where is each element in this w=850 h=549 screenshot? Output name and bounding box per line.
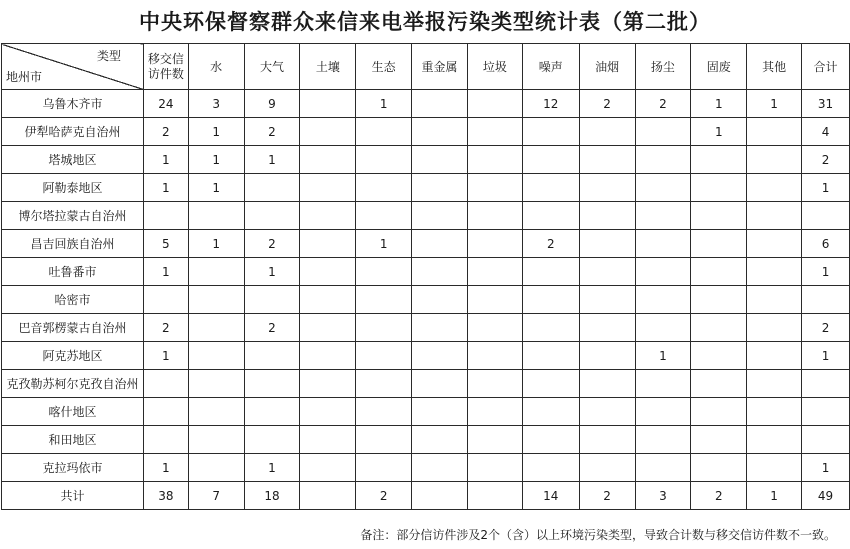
value-cell: 2 [691, 482, 747, 510]
value-cell [412, 426, 468, 454]
table-row [2, 342, 850, 370]
value-cell [468, 258, 523, 286]
value-cell [747, 398, 802, 426]
value-cell [522, 258, 579, 286]
value-cell: 1 [143, 146, 188, 174]
value-cell [468, 90, 523, 118]
value-cell: 1 [802, 174, 850, 202]
value-cell [300, 174, 356, 202]
value-cell: 49 [802, 482, 850, 510]
value-cell: 3 [188, 90, 244, 118]
value-cell [802, 286, 850, 314]
value-cell [747, 258, 802, 286]
value-cell: 2 [802, 314, 850, 342]
value-cell [468, 286, 523, 314]
value-cell [143, 286, 188, 314]
value-cell [579, 342, 635, 370]
value-cell [691, 314, 747, 342]
value-cell [579, 426, 635, 454]
table-row [2, 118, 850, 146]
value-cell [579, 370, 635, 398]
value-cell [691, 202, 747, 230]
value-cell [522, 202, 579, 230]
value-cell: 2 [244, 314, 300, 342]
value-cell [300, 146, 356, 174]
column-header-soil: 土壤 [300, 44, 356, 90]
value-cell [747, 426, 802, 454]
value-cell [691, 230, 747, 258]
value-cell [579, 118, 635, 146]
value-cell [188, 342, 244, 370]
value-cell: 1 [188, 146, 244, 174]
value-cell [356, 286, 412, 314]
value-cell [747, 202, 802, 230]
value-cell [635, 426, 691, 454]
value-cell [747, 370, 802, 398]
column-header-heavy-metal: 重金属 [412, 44, 468, 90]
table-row [2, 370, 850, 398]
value-cell [188, 286, 244, 314]
column-header-water: 水 [188, 44, 244, 90]
total-row [2, 482, 850, 510]
value-cell [412, 118, 468, 146]
table-row [2, 258, 850, 286]
value-cell [244, 398, 300, 426]
region-cell: 昌吉回族自治州 [2, 230, 144, 258]
column-header-other: 其他 [747, 44, 802, 90]
value-cell: 1 [188, 118, 244, 146]
value-cell [468, 314, 523, 342]
value-cell [356, 370, 412, 398]
value-cell [412, 314, 468, 342]
value-cell [300, 342, 356, 370]
value-cell: 31 [802, 90, 850, 118]
value-cell: 2 [356, 482, 412, 510]
value-cell [635, 314, 691, 342]
value-cell [300, 454, 356, 482]
table-row [2, 454, 850, 482]
value-cell [356, 202, 412, 230]
value-cell [468, 230, 523, 258]
value-cell [635, 286, 691, 314]
value-cell [300, 398, 356, 426]
value-cell: 9 [244, 90, 300, 118]
value-cell [579, 454, 635, 482]
value-cell [468, 370, 523, 398]
header-row [2, 44, 850, 90]
value-cell [143, 202, 188, 230]
value-cell [522, 146, 579, 174]
value-cell [579, 230, 635, 258]
value-cell [522, 314, 579, 342]
region-cell: 克拉玛依市 [2, 454, 144, 482]
value-cell: 12 [522, 90, 579, 118]
value-cell [635, 230, 691, 258]
value-cell [522, 370, 579, 398]
table-row [2, 426, 850, 454]
value-cell: 5 [143, 230, 188, 258]
value-cell [300, 90, 356, 118]
value-cell: 14 [522, 482, 579, 510]
value-cell: 1 [747, 482, 802, 510]
value-cell [468, 398, 523, 426]
value-cell [300, 202, 356, 230]
value-cell [300, 314, 356, 342]
value-cell [747, 454, 802, 482]
value-cell [522, 174, 579, 202]
region-cell: 伊犁哈萨克自治州 [2, 118, 144, 146]
value-cell [635, 398, 691, 426]
corner-region-label: 地州市 [6, 70, 43, 84]
corner-type-label: 类型 [96, 49, 121, 63]
region-cell: 阿勒泰地区 [2, 174, 144, 202]
value-cell [412, 202, 468, 230]
value-cell [691, 398, 747, 426]
table-row [2, 202, 850, 230]
value-cell: 2 [143, 314, 188, 342]
value-cell: 1 [356, 90, 412, 118]
value-cell [691, 342, 747, 370]
value-cell [412, 482, 468, 510]
region-cell: 阿克苏地区 [2, 342, 144, 370]
value-cell [802, 398, 850, 426]
table-row [2, 90, 850, 118]
value-cell [412, 146, 468, 174]
value-cell: 1 [802, 258, 850, 286]
value-cell: 3 [635, 482, 691, 510]
value-cell [244, 174, 300, 202]
value-cell: 24 [143, 90, 188, 118]
value-cell [244, 286, 300, 314]
value-cell: 2 [579, 482, 635, 510]
value-cell [300, 230, 356, 258]
value-cell [635, 258, 691, 286]
value-cell: 1 [356, 230, 412, 258]
table-row [2, 230, 850, 258]
value-cell [356, 258, 412, 286]
corner-header-cell [2, 44, 144, 90]
footnote: 备注：部分信访件涉及2个（含）以上环境污染类型，导致合计数与移交信访件数不一致。 [360, 528, 836, 542]
value-cell [747, 174, 802, 202]
value-cell: 2 [802, 146, 850, 174]
value-cell: 2 [635, 90, 691, 118]
value-cell [300, 118, 356, 146]
column-header-label: 移交信访件数 [147, 51, 184, 81]
value-cell [188, 258, 244, 286]
table-row [2, 174, 850, 202]
value-cell [356, 314, 412, 342]
value-cell [412, 230, 468, 258]
value-cell [468, 118, 523, 146]
value-cell [188, 454, 244, 482]
value-cell [691, 426, 747, 454]
value-cell [300, 258, 356, 286]
region-cell: 塔城地区 [2, 146, 144, 174]
value-cell [356, 342, 412, 370]
value-cell [188, 314, 244, 342]
value-cell [356, 174, 412, 202]
value-cell: 1 [188, 174, 244, 202]
statistics-table [1, 43, 850, 510]
value-cell [802, 370, 850, 398]
value-cell [747, 146, 802, 174]
value-cell [412, 342, 468, 370]
value-cell [747, 342, 802, 370]
value-cell [412, 90, 468, 118]
column-header-garbage: 垃圾 [468, 44, 523, 90]
value-cell [579, 314, 635, 342]
value-cell: 6 [802, 230, 850, 258]
value-cell [691, 286, 747, 314]
value-cell [412, 258, 468, 286]
value-cell: 1 [802, 454, 850, 482]
value-cell [522, 342, 579, 370]
value-cell [691, 174, 747, 202]
column-header-ecology: 生态 [356, 44, 412, 90]
value-cell [143, 370, 188, 398]
value-cell [522, 398, 579, 426]
value-cell [300, 286, 356, 314]
value-cell: 4 [802, 118, 850, 146]
region-cell: 哈密市 [2, 286, 144, 314]
value-cell [244, 370, 300, 398]
value-cell [356, 118, 412, 146]
value-cell [579, 202, 635, 230]
column-header-dust: 扬尘 [635, 44, 691, 90]
value-cell [143, 398, 188, 426]
value-cell [635, 146, 691, 174]
value-cell [356, 398, 412, 426]
page-title: 中央环保督察群众来信来电举报污染类型统计表（第二批） [139, 10, 711, 34]
value-cell: 1 [143, 454, 188, 482]
value-cell [747, 286, 802, 314]
value-cell: 1 [691, 118, 747, 146]
value-cell: 2 [244, 230, 300, 258]
value-cell [356, 146, 412, 174]
value-cell [188, 398, 244, 426]
value-cell: 1 [143, 174, 188, 202]
value-cell: 1 [747, 90, 802, 118]
region-cell: 喀什地区 [2, 398, 144, 426]
value-cell [412, 398, 468, 426]
value-cell: 1 [244, 258, 300, 286]
column-header-noise: 噪声 [522, 44, 579, 90]
value-cell: 2 [143, 118, 188, 146]
value-cell [468, 426, 523, 454]
column-header-solid-waste: 固废 [691, 44, 747, 90]
table-row [2, 146, 850, 174]
region-cell: 博尔塔拉蒙古自治州 [2, 202, 144, 230]
value-cell [747, 118, 802, 146]
region-cell: 巴音郭楞蒙古自治州 [2, 314, 144, 342]
value-cell [412, 286, 468, 314]
value-cell [635, 202, 691, 230]
value-cell: 1 [244, 146, 300, 174]
value-cell [691, 370, 747, 398]
value-cell [579, 174, 635, 202]
value-cell: 1 [244, 454, 300, 482]
value-cell [802, 426, 850, 454]
region-cell: 乌鲁木齐市 [2, 90, 144, 118]
value-cell: 1 [635, 342, 691, 370]
value-cell: 1 [143, 342, 188, 370]
value-cell [468, 482, 523, 510]
value-cell: 38 [143, 482, 188, 510]
value-cell [300, 482, 356, 510]
value-cell [300, 426, 356, 454]
region-cell: 克孜勒苏柯尔克孜自治州 [2, 370, 144, 398]
value-cell [635, 118, 691, 146]
region-cell: 吐鲁番市 [2, 258, 144, 286]
value-cell: 7 [188, 482, 244, 510]
value-cell [635, 454, 691, 482]
value-cell [691, 258, 747, 286]
value-cell [412, 454, 468, 482]
value-cell [468, 454, 523, 482]
value-cell [802, 202, 850, 230]
value-cell [188, 202, 244, 230]
value-cell [468, 174, 523, 202]
value-cell [691, 146, 747, 174]
value-cell [412, 174, 468, 202]
value-cell [356, 454, 412, 482]
column-header-fumes: 油烟 [579, 44, 635, 90]
value-cell [468, 342, 523, 370]
region-cell: 共计 [2, 482, 144, 510]
value-cell [244, 342, 300, 370]
value-cell [579, 286, 635, 314]
value-cell [635, 370, 691, 398]
value-cell [522, 426, 579, 454]
value-cell [579, 258, 635, 286]
value-cell: 1 [802, 342, 850, 370]
table-row [2, 286, 850, 314]
value-cell [522, 118, 579, 146]
value-cell [244, 426, 300, 454]
value-cell [747, 314, 802, 342]
region-cell: 和田地区 [2, 426, 144, 454]
value-cell: 1 [188, 230, 244, 258]
value-cell [691, 454, 747, 482]
value-cell [579, 398, 635, 426]
value-cell: 1 [691, 90, 747, 118]
table-row [2, 314, 850, 342]
value-cell [522, 286, 579, 314]
value-cell [300, 370, 356, 398]
value-cell: 2 [244, 118, 300, 146]
value-cell [412, 370, 468, 398]
value-cell [468, 202, 523, 230]
column-header-air: 大气 [244, 44, 300, 90]
column-header-transferred [143, 44, 188, 90]
value-cell [468, 146, 523, 174]
value-cell: 1 [143, 258, 188, 286]
value-cell: 18 [244, 482, 300, 510]
value-cell [356, 426, 412, 454]
table-row [2, 398, 850, 426]
value-cell [747, 230, 802, 258]
value-cell [188, 426, 244, 454]
value-cell [579, 146, 635, 174]
value-cell [143, 426, 188, 454]
value-cell: 2 [522, 230, 579, 258]
value-cell [188, 370, 244, 398]
value-cell [244, 202, 300, 230]
column-header-total: 合计 [802, 44, 850, 90]
value-cell [522, 454, 579, 482]
value-cell [635, 174, 691, 202]
value-cell: 2 [579, 90, 635, 118]
